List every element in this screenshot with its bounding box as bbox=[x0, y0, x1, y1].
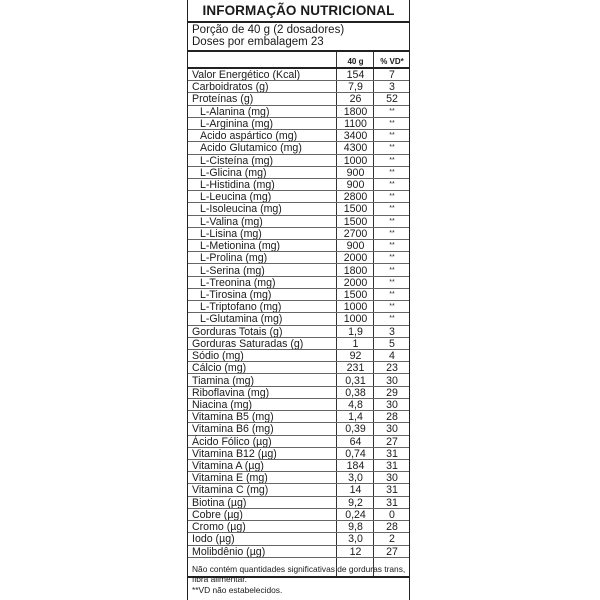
nutrient-daily-value: ** bbox=[389, 119, 395, 127]
nutrient-row bbox=[188, 509, 409, 521]
nutrient-row bbox=[188, 326, 409, 338]
nutrient-daily-value: 30 bbox=[386, 472, 398, 485]
nutrient-daily-value: ** bbox=[389, 180, 395, 188]
nutrient-row bbox=[188, 411, 409, 423]
nutrient-amount: 26 bbox=[349, 93, 362, 106]
nutrient-label: Molibdênio (µg) bbox=[192, 545, 266, 558]
nutrient-daily-value: 23 bbox=[386, 362, 398, 375]
serving-size: Porção de 40 g (2 dosadores) bbox=[192, 24, 345, 36]
nutrient-row bbox=[188, 216, 409, 228]
footnote-trans-fat: Não contém quantidades significativas de gorduras trans, fibra alimentar. bbox=[192, 564, 406, 584]
nutrient-label: Vitamina A (µg) bbox=[192, 460, 264, 473]
nutrient-daily-value: ** bbox=[389, 156, 395, 164]
nutrient-row bbox=[188, 313, 409, 325]
nutrient-daily-value: ** bbox=[389, 205, 395, 213]
title-divider bbox=[188, 21, 409, 23]
nutrient-label: L-Arginina (mg) bbox=[200, 117, 274, 130]
nutrient-row bbox=[188, 69, 409, 81]
nutrient-amount: 1000 bbox=[343, 154, 368, 167]
nutrient-label: L-Metionina (mg) bbox=[200, 240, 281, 253]
nutrient-label: Vitamina C (mg) bbox=[192, 484, 269, 497]
nutrient-row bbox=[188, 142, 409, 154]
doses-per-package: Doses por embalagem 23 bbox=[192, 36, 324, 48]
nutrient-amount: 231 bbox=[346, 362, 365, 375]
column-header-amount: 40 g bbox=[347, 57, 364, 66]
row-divider bbox=[188, 557, 409, 558]
nutrient-daily-value: ** bbox=[389, 168, 395, 176]
nutrient-daily-value: 52 bbox=[386, 93, 398, 106]
column-header-dv: % VD* bbox=[380, 57, 404, 66]
nutrient-label: L-Histidina (mg) bbox=[200, 178, 275, 191]
nutrient-label: Carboidratos (g) bbox=[192, 81, 269, 94]
nutrient-amount: 1500 bbox=[343, 288, 368, 301]
nutrient-amount: 2800 bbox=[343, 191, 368, 204]
nutrient-daily-value: ** bbox=[389, 132, 395, 140]
nutrient-row bbox=[188, 350, 409, 362]
nutrient-label: L-Leucina (mg) bbox=[200, 191, 272, 204]
nutrient-row bbox=[188, 460, 409, 472]
nutrient-label: Ácido Fólico (µg) bbox=[192, 435, 272, 448]
nutrient-row bbox=[188, 179, 409, 191]
nutrient-row bbox=[188, 228, 409, 240]
nutrient-row bbox=[188, 546, 409, 558]
nutrient-label: L-Alanina (mg) bbox=[200, 105, 270, 118]
nutrient-label: L-Glicina (mg) bbox=[200, 166, 267, 179]
nutrient-row bbox=[188, 338, 409, 350]
nutrient-row bbox=[188, 81, 409, 93]
nutrient-row bbox=[188, 436, 409, 448]
nutrient-amount: 1100 bbox=[344, 117, 367, 130]
nutrient-daily-value: ** bbox=[389, 144, 395, 152]
nutrient-amount: 0,39 bbox=[345, 423, 366, 436]
nutrient-amount: 3,0 bbox=[348, 533, 363, 546]
nutrient-daily-value: 31 bbox=[386, 447, 398, 460]
nutrient-label: L-Isoleucina (mg) bbox=[200, 203, 282, 216]
nutrient-amount: 2000 bbox=[343, 252, 368, 265]
nutrient-amount: 3400 bbox=[343, 130, 368, 143]
nutrient-amount: 1,4 bbox=[348, 411, 363, 424]
nutrient-amount: 0,24 bbox=[345, 508, 366, 521]
nutrient-label: Niacina (mg) bbox=[192, 398, 253, 411]
nutrient-daily-value: 3 bbox=[389, 325, 395, 338]
nutrient-row bbox=[188, 484, 409, 496]
panel-title: INFORMAÇÃO NUTRICIONAL bbox=[202, 3, 395, 18]
nutrient-amount: 12 bbox=[349, 545, 362, 558]
nutrient-amount: 1500 bbox=[343, 203, 368, 216]
nutrient-amount: 0,74 bbox=[345, 447, 366, 460]
nutrient-label: Biotina (µg) bbox=[192, 496, 247, 509]
nutrient-label: L-Valina (mg) bbox=[200, 215, 263, 228]
nutrient-label: Vitamina B5 (mg) bbox=[192, 411, 274, 424]
nutrient-label: L-Lisina (mg) bbox=[200, 227, 262, 240]
nutrient-row bbox=[188, 375, 409, 387]
nutrient-label: Cobre (µg) bbox=[192, 508, 243, 521]
nutrient-row bbox=[188, 265, 409, 277]
nutrient-row bbox=[188, 167, 409, 179]
nutrient-amount: 64 bbox=[349, 435, 362, 448]
nutrient-daily-value: ** bbox=[389, 193, 395, 201]
nutrient-amount: 1000 bbox=[343, 313, 368, 326]
nutrient-label: Valor Energético (Kcal) bbox=[192, 69, 301, 81]
nutrient-row bbox=[188, 362, 409, 374]
nutrient-daily-value: ** bbox=[389, 107, 395, 115]
nutrient-label: Vitamina E (mg) bbox=[192, 472, 268, 485]
nutrient-daily-value: ** bbox=[389, 290, 395, 298]
nutrient-amount: 92 bbox=[349, 350, 362, 363]
nutrient-row bbox=[188, 252, 409, 264]
nutrient-label: Gorduras Totais (g) bbox=[192, 325, 283, 338]
nutrient-row bbox=[188, 289, 409, 301]
nutrient-row bbox=[188, 423, 409, 435]
nutrient-row bbox=[188, 497, 409, 509]
nutrient-amount: 2000 bbox=[343, 276, 368, 289]
nutrient-amount: 4300 bbox=[343, 142, 368, 155]
nutrient-daily-value: 4 bbox=[389, 350, 395, 363]
nutrient-label: Sódio (mg) bbox=[192, 350, 244, 363]
nutrient-daily-value: 5 bbox=[389, 337, 395, 350]
nutrient-row bbox=[188, 130, 409, 142]
nutrient-amount: 14 bbox=[349, 484, 362, 497]
nutrient-row bbox=[188, 93, 409, 105]
nutrient-daily-value: 31 bbox=[386, 496, 398, 509]
nutrient-label: Gorduras Saturadas (g) bbox=[192, 337, 304, 350]
nutrient-label: L-Triptofano (mg) bbox=[200, 301, 282, 314]
nutrient-daily-value: 27 bbox=[386, 545, 398, 558]
nutrient-daily-value: ** bbox=[389, 315, 395, 323]
nutrient-amount: 1000 bbox=[343, 301, 368, 314]
nutrient-amount: 1,9 bbox=[348, 325, 363, 338]
nutrient-daily-value: 3 bbox=[389, 81, 395, 94]
nutrient-row bbox=[188, 533, 409, 545]
nutrient-daily-value: ** bbox=[389, 303, 395, 311]
nutrient-amount: 900 bbox=[346, 178, 365, 191]
nutrient-label: L-Serina (mg) bbox=[200, 264, 265, 277]
nutrient-label: Iodo (µg) bbox=[192, 533, 235, 546]
nutrient-amount: 1500 bbox=[343, 215, 368, 228]
nutrient-daily-value: 31 bbox=[386, 484, 398, 497]
nutrient-label: L-Treonina (mg) bbox=[200, 276, 276, 289]
nutrient-daily-value: 31 bbox=[386, 460, 398, 473]
nutrient-amount: 9,2 bbox=[348, 496, 363, 509]
nutrient-amount: 4,8 bbox=[348, 398, 363, 411]
nutrient-row bbox=[188, 521, 409, 533]
nutrient-row bbox=[188, 472, 409, 484]
nutrient-daily-value: ** bbox=[389, 229, 395, 237]
nutrient-daily-value: ** bbox=[389, 217, 395, 225]
nutrient-label: Acido Glutamico (mg) bbox=[200, 142, 302, 155]
nutrient-amount: 7,9 bbox=[348, 81, 363, 94]
nutrient-amount: 154 bbox=[346, 69, 365, 81]
nutrient-row bbox=[188, 106, 409, 118]
nutrient-label: Vitamina B6 (mg) bbox=[192, 423, 274, 436]
nutrient-daily-value: 28 bbox=[386, 521, 398, 534]
nutrient-label: Vitamina B12 (µg) bbox=[192, 447, 277, 460]
nutrient-amount: 2700 bbox=[343, 227, 368, 240]
nutrient-label: L-Cisteína (mg) bbox=[200, 154, 273, 167]
nutrient-row bbox=[188, 399, 409, 411]
nutrient-daily-value: 30 bbox=[386, 374, 398, 387]
nutrient-daily-value: 7 bbox=[389, 69, 395, 81]
nutrient-amount: 9,8 bbox=[348, 521, 363, 534]
nutrient-daily-value: 28 bbox=[386, 411, 398, 424]
nutrient-label: Cromo (µg) bbox=[192, 521, 246, 534]
nutrient-daily-value: 30 bbox=[386, 398, 398, 411]
nutrient-amount: 3,0 bbox=[348, 472, 363, 485]
footnote-vd: **VD não estabelecidos. bbox=[192, 585, 283, 595]
nutrient-amount: 900 bbox=[346, 240, 365, 253]
nutrient-daily-value: 27 bbox=[386, 435, 398, 448]
nutrient-daily-value: 2 bbox=[389, 533, 395, 546]
nutrition-facts-panel bbox=[187, 0, 410, 600]
nutrient-label: L-Prolina (mg) bbox=[200, 252, 268, 265]
nutrient-amount: 0,38 bbox=[345, 386, 366, 399]
nutrient-label: Cálcio (mg) bbox=[192, 362, 247, 375]
nutrient-row bbox=[188, 301, 409, 313]
nutrient-amount: 184 bbox=[346, 460, 365, 473]
nutrient-row bbox=[188, 448, 409, 460]
nutrient-row bbox=[188, 118, 409, 130]
nutrient-label: L-Tirosina (mg) bbox=[200, 288, 272, 301]
nutrient-amount: 900 bbox=[346, 166, 365, 179]
nutrient-row bbox=[188, 277, 409, 289]
nutrient-row bbox=[188, 191, 409, 203]
nutrient-daily-value: 0 bbox=[389, 508, 395, 521]
header-divider bbox=[188, 50, 409, 52]
nutrient-daily-value: ** bbox=[389, 278, 395, 286]
nutrient-label: Tiamina (mg) bbox=[192, 374, 255, 387]
nutrient-daily-value: ** bbox=[389, 266, 395, 274]
nutrient-amount: 1800 bbox=[343, 105, 368, 118]
nutrient-amount: 0,31 bbox=[345, 374, 366, 387]
nutrient-row bbox=[188, 203, 409, 215]
nutrient-label: Riboflavina (mg) bbox=[192, 386, 270, 399]
nutrient-row bbox=[188, 240, 409, 252]
nutrient-label: Acido aspártico (mg) bbox=[200, 130, 298, 143]
nutrient-daily-value: ** bbox=[389, 254, 395, 262]
nutrient-row bbox=[188, 155, 409, 167]
nutrient-daily-value: 30 bbox=[386, 423, 398, 436]
nutrient-amount: 1 bbox=[352, 337, 359, 350]
nutrient-label: L-Glutamina (mg) bbox=[200, 313, 283, 326]
nutrient-amount: 1800 bbox=[343, 264, 368, 277]
nutrient-label: Proteínas (g) bbox=[192, 93, 254, 106]
nutrient-daily-value: 29 bbox=[386, 386, 398, 399]
nutrient-row bbox=[188, 387, 409, 399]
nutrient-daily-value: ** bbox=[389, 242, 395, 250]
